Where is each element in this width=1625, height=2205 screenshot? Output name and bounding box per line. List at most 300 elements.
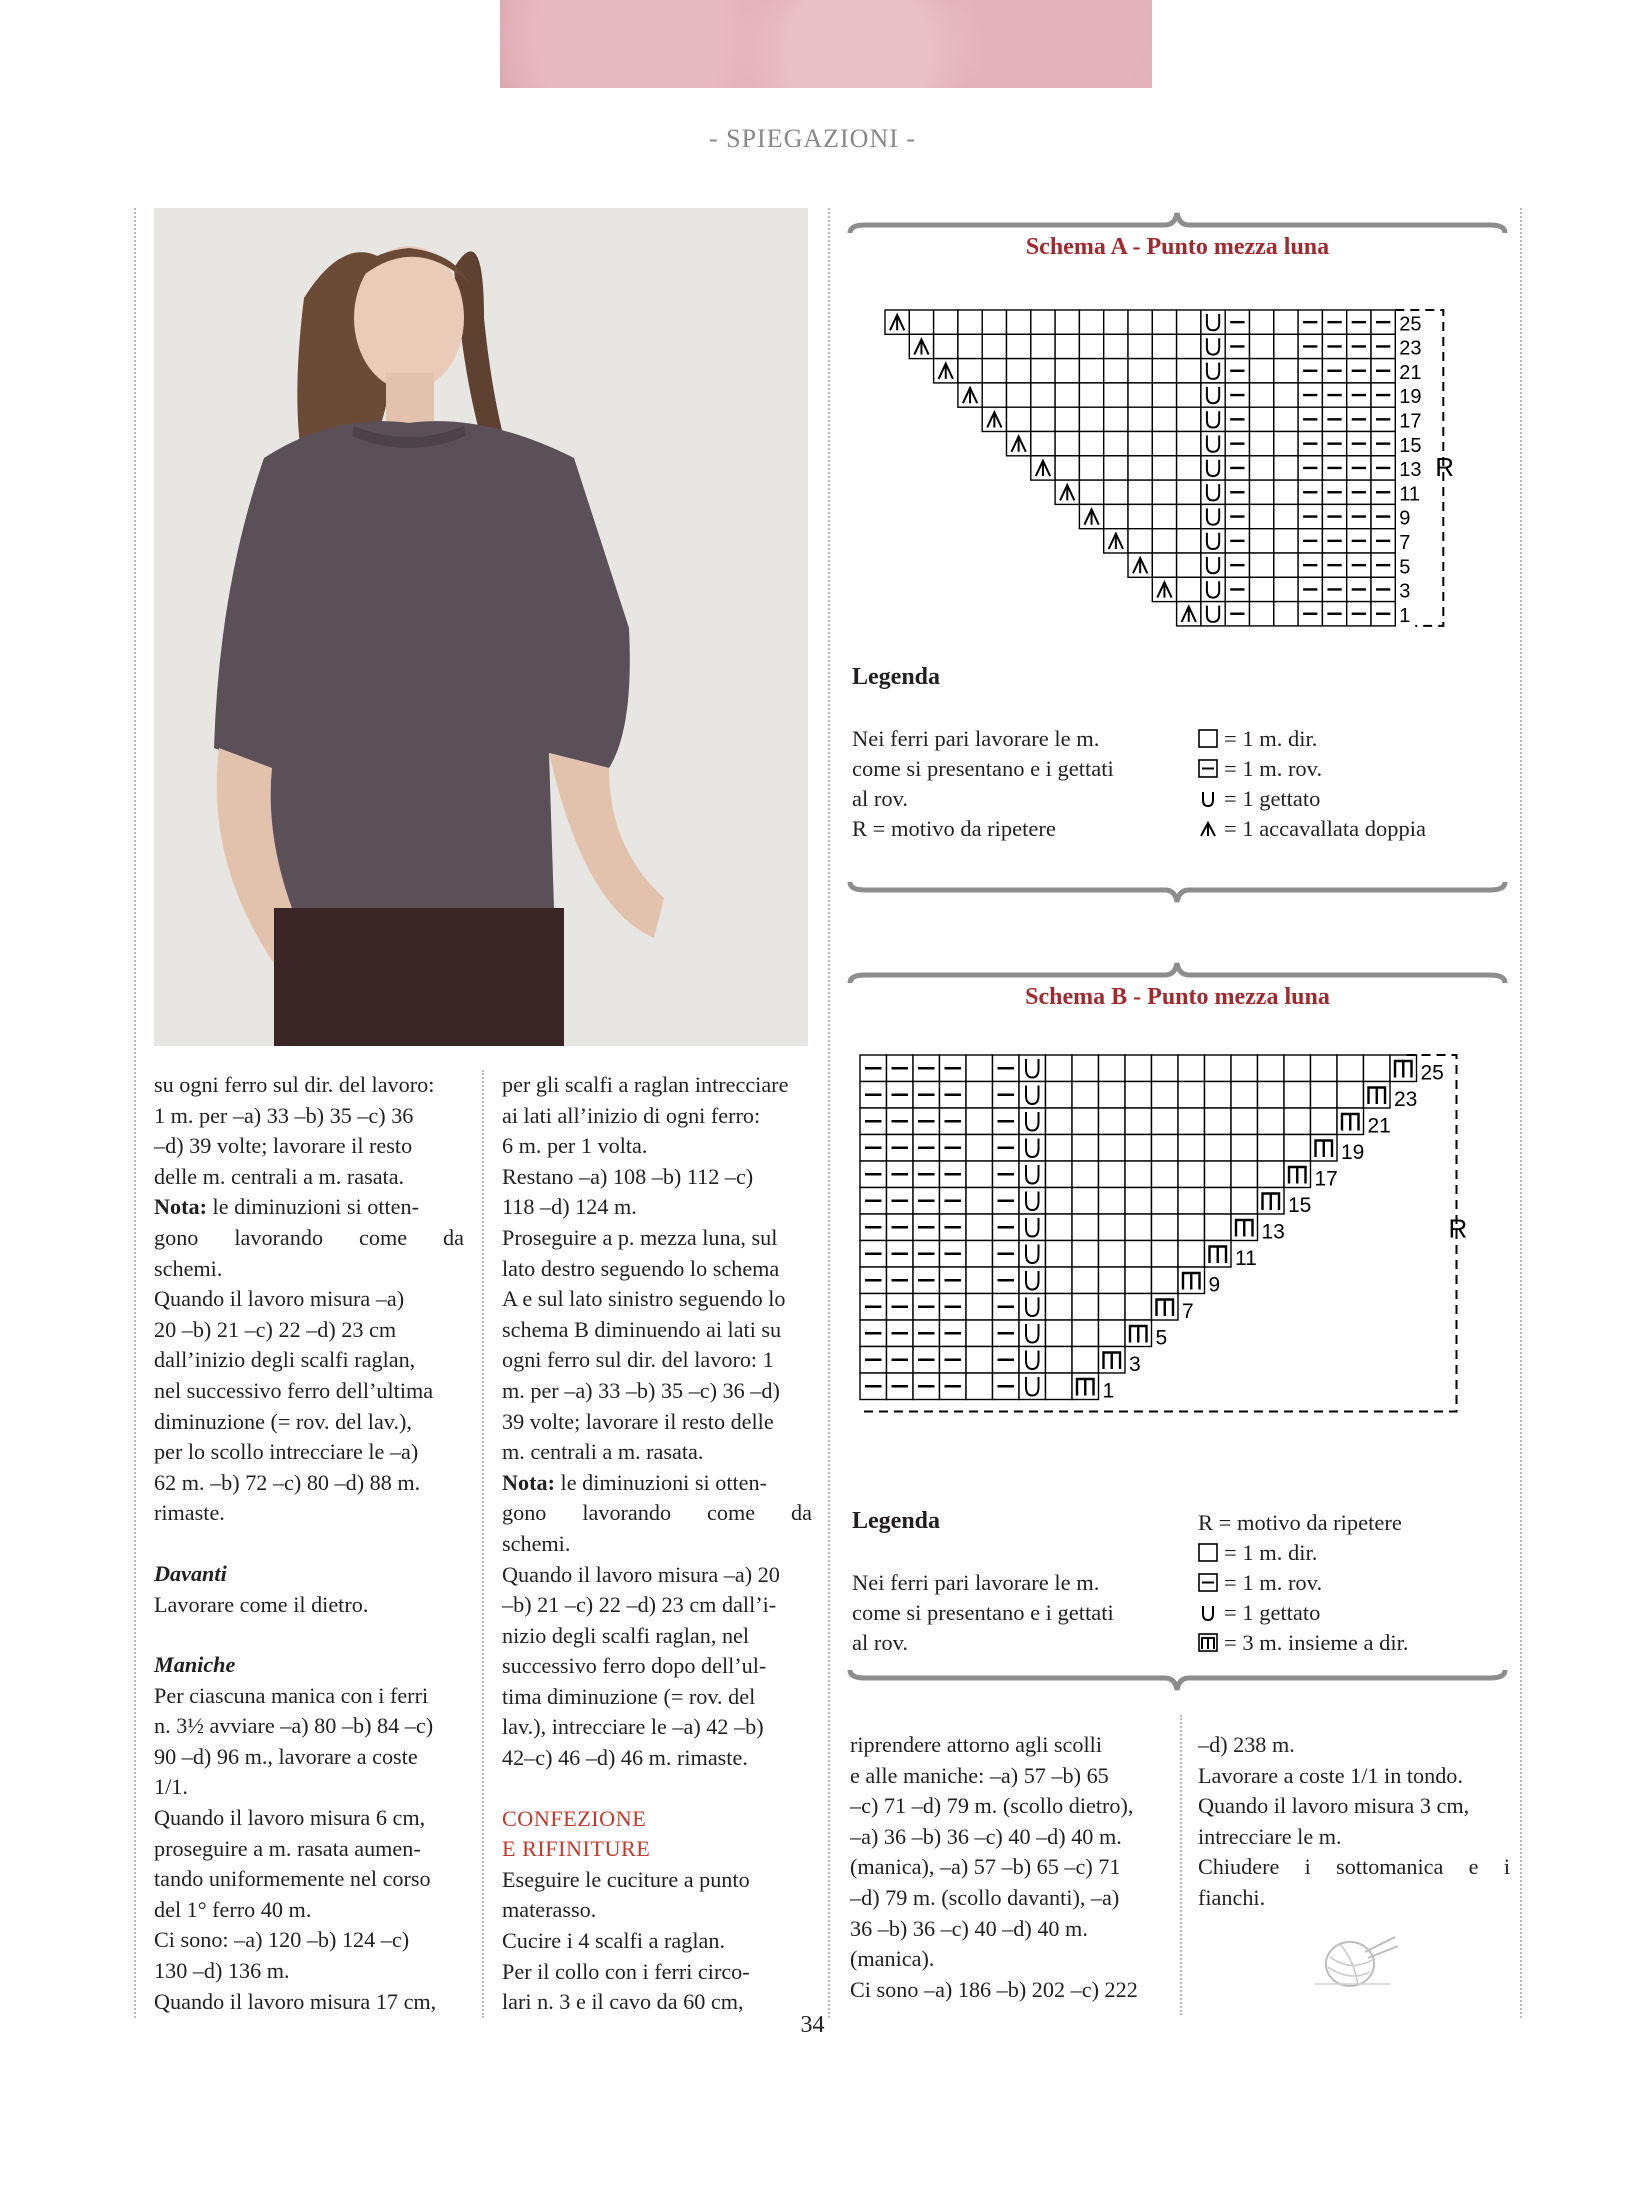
chart-cell <box>1225 432 1249 456</box>
chart-cell <box>1347 359 1371 383</box>
chart-cell <box>1046 1135 1073 1162</box>
chart-cell <box>1298 602 1322 626</box>
chart-cell <box>1371 480 1395 504</box>
chart-cell <box>1201 432 1225 456</box>
chart-cell <box>1128 529 1152 553</box>
chart-cell <box>1099 1294 1126 1321</box>
chart-cell <box>1125 1214 1152 1241</box>
text-line: Per il collo con i ferri circo- <box>502 1958 750 1984</box>
chart-cell <box>1364 1055 1391 1082</box>
text-line: 6 m. per 1 volta. <box>502 1133 648 1159</box>
chart-cell <box>1099 1055 1126 1082</box>
subsection-heading: Maniche <box>154 1652 236 1678</box>
chart-cell <box>1177 407 1201 431</box>
row-number: 23 <box>1394 1088 1418 1111</box>
chart-cell <box>887 1214 914 1241</box>
text-line: intrecciare le m. <box>1198 1823 1342 1849</box>
chart-cell <box>1311 1055 1338 1082</box>
chart-cell <box>1031 407 1055 431</box>
chart-cell <box>1178 1241 1205 1268</box>
row-number: 1 <box>1399 604 1411 627</box>
schema-b-legend-text <box>852 1568 1172 1658</box>
text-line: Ci sono: –a) 120 –b) 124 –c) <box>154 1927 410 1953</box>
chart-cell <box>940 1055 967 1082</box>
text-line: lato destro seguendo lo schema <box>502 1255 780 1281</box>
chart-cell <box>1128 480 1152 504</box>
text-line: lav.), intrecciare le –a) 42 –b) <box>502 1714 764 1740</box>
chart-cell <box>966 1241 993 1268</box>
chart-cell <box>1225 529 1249 553</box>
chart-cell <box>1284 1135 1311 1162</box>
chart-cell <box>1055 359 1079 383</box>
chart-cell <box>934 310 958 334</box>
chart-cell <box>887 1347 914 1374</box>
chart-cell <box>1046 1082 1073 1109</box>
chart-cell <box>887 1055 914 1082</box>
chart-cell <box>1019 1082 1046 1109</box>
chart-cell <box>1072 1161 1099 1188</box>
chart-cell <box>934 359 958 383</box>
chart-cell <box>860 1267 887 1294</box>
chart-cell <box>1099 1267 1126 1294</box>
chart-cell <box>966 1320 993 1347</box>
chart-cell <box>1046 1108 1073 1135</box>
chart-cell <box>1298 577 1322 601</box>
legend-repeat: R = motivo da ripetere <box>1198 1510 1402 1535</box>
chart-cell <box>1019 1161 1046 1188</box>
row-number: 5 <box>1399 556 1411 579</box>
chart-cell <box>940 1135 967 1162</box>
chart-cell <box>887 1294 914 1321</box>
legend-line: come si presentano e i gettati <box>852 1600 1114 1625</box>
text-line: successivo ferro dopo dell’ul- <box>502 1653 767 1679</box>
text-column-1 <box>154 1070 464 2017</box>
row-number: 7 <box>1399 532 1411 554</box>
chart-cell <box>1031 310 1055 334</box>
chart-cell <box>1274 529 1298 553</box>
chart-cell <box>1201 529 1225 553</box>
chart-cell <box>1031 383 1055 407</box>
chart-cell <box>860 1214 887 1241</box>
chart-cell <box>1046 1373 1073 1400</box>
chart-cell <box>1390 1055 1417 1082</box>
row-number: 7 <box>1182 1300 1194 1323</box>
chart-cell <box>1322 334 1346 358</box>
chart-cell <box>982 310 1006 334</box>
chart-cell <box>1152 1161 1179 1188</box>
text-line: –d) 238 m. <box>1198 1732 1295 1757</box>
text-line: schema B diminuendo ai lati su <box>502 1316 782 1342</box>
chart-cell <box>1007 334 1031 358</box>
chart-cell <box>1046 1188 1073 1215</box>
chart-cell <box>1371 504 1395 528</box>
note-label: Nota: <box>154 1194 207 1220</box>
text-line: delle m. centrali a m. rasata. <box>154 1163 405 1189</box>
chart-cell <box>966 1373 993 1400</box>
text-line: materasso. <box>502 1897 597 1923</box>
row-number: 23 <box>1399 337 1422 360</box>
chart-cell <box>966 1214 993 1241</box>
chart-cell <box>1201 602 1225 626</box>
text-line: riprendere attorno agli scolli <box>850 1732 1102 1757</box>
chart-cell <box>1225 383 1249 407</box>
chart-cell <box>1371 383 1395 407</box>
chart-cell <box>1125 1320 1152 1347</box>
chart-cell <box>1152 1214 1179 1241</box>
chart-cell <box>1231 1108 1258 1135</box>
chart-cell <box>1347 310 1371 334</box>
schema-b-chart <box>855 1050 1505 1430</box>
chart-cell <box>1347 553 1371 577</box>
chart-cell <box>1072 1188 1099 1215</box>
legend-line: Nei ferri pari lavorare le m. <box>852 1570 1100 1595</box>
chart-cell <box>1205 1241 1232 1268</box>
chart-cell <box>1099 1241 1126 1268</box>
chart-cell <box>1125 1108 1152 1135</box>
column-divider <box>828 208 830 2018</box>
chart-cell <box>1079 432 1103 456</box>
chart-cell <box>1201 359 1225 383</box>
chart-cell <box>887 1373 914 1400</box>
chart-cell <box>966 1082 993 1109</box>
text-line: 42–c) 46 –d) 46 m. rimaste. <box>502 1745 748 1771</box>
chart-cell <box>1322 529 1346 553</box>
chart-cell <box>1201 504 1225 528</box>
chart-cell <box>860 1082 887 1109</box>
chart-cell <box>1099 1082 1126 1109</box>
chart-cell <box>966 1267 993 1294</box>
legend-line: come si presentano e i gettati <box>852 756 1114 781</box>
text-line: 90 –d) 96 m., lavorare a coste <box>154 1743 418 1769</box>
chart-cell <box>958 334 982 358</box>
chart-cell <box>1274 407 1298 431</box>
chart-cell <box>887 1082 914 1109</box>
chart-cell <box>993 1188 1020 1215</box>
chart-cell <box>1274 480 1298 504</box>
purl-square-icon <box>1198 1573 1220 1593</box>
chart-cell <box>913 1108 940 1135</box>
chart-cell <box>1258 1188 1285 1215</box>
chart-cell <box>913 1161 940 1188</box>
chart-cell <box>1371 334 1395 358</box>
row-number: 13 <box>1261 1220 1285 1244</box>
chart-cell <box>1347 529 1371 553</box>
chart-cell <box>1322 359 1346 383</box>
text-line: Lavorare come il dietro. <box>154 1591 369 1617</box>
chart-cell <box>1104 504 1128 528</box>
repeat-label: R <box>1448 1213 1468 1244</box>
chart-cell <box>1128 407 1152 431</box>
model-photo <box>154 208 808 1046</box>
chart-cell <box>860 1347 887 1374</box>
chart-cell <box>1250 334 1274 358</box>
schema-a-legend-title: Legenda <box>852 664 941 690</box>
text-line: rimaste. <box>154 1500 225 1526</box>
chart-cell <box>913 1188 940 1215</box>
top-yarn-photo <box>500 0 1152 88</box>
chart-cell <box>1201 456 1225 480</box>
chart-cell <box>982 359 1006 383</box>
legend-symbol-row <box>1198 784 1508 814</box>
chart-cell <box>1019 1241 1046 1268</box>
repeat-label: R <box>1435 451 1455 482</box>
chart-cell <box>982 383 1006 407</box>
text-line: 130 –d) 136 m. <box>154 1958 290 1984</box>
chart-cell <box>958 310 982 334</box>
legend-symbol-row <box>1198 1628 1508 1658</box>
chart-cell <box>993 1108 1020 1135</box>
text-line: nizio degli scalfi raglan, nel <box>502 1622 750 1648</box>
chart-cell <box>1371 529 1395 553</box>
chart-cell <box>993 1135 1020 1162</box>
chart-cell <box>1104 480 1128 504</box>
chart-cell <box>1072 1108 1099 1135</box>
text-line: ogni ferro sul dir. del lavoro: 1 <box>502 1347 774 1373</box>
chart-cell <box>1152 1267 1179 1294</box>
chart-cell <box>1031 456 1055 480</box>
chart-cell <box>1128 383 1152 407</box>
chart-cell <box>1250 407 1274 431</box>
chart-cell <box>913 1214 940 1241</box>
legend-symbol-row <box>1198 1538 1508 1568</box>
chart-cell <box>1205 1161 1232 1188</box>
chart-cell <box>1152 1294 1179 1321</box>
chart-cell <box>1347 407 1371 431</box>
legend-symbol-row <box>1198 1598 1508 1628</box>
text-span: le diminuzioni si otten- <box>555 1469 767 1495</box>
chart-cell <box>1178 1267 1205 1294</box>
text-column-3 <box>850 1730 1162 2005</box>
chart-cell <box>1284 1082 1311 1109</box>
text-line: 1 m. per –a) 33 –b) 35 –c) 36 <box>154 1102 414 1128</box>
chart-cell <box>1007 407 1031 431</box>
text-line: Cucire i 4 scalfi a raglan. <box>502 1928 726 1954</box>
text-line: –a) 36 –b) 36 –c) 40 –d) 40 m. <box>850 1823 1122 1849</box>
text-line: su ogni ferro sul dir. del lavoro: <box>154 1072 435 1097</box>
chart-cell <box>860 1161 887 1188</box>
text-line: Quando il lavoro misura 17 cm, <box>154 1988 437 2014</box>
chart-cell <box>1274 310 1298 334</box>
schema-a-symbols <box>1198 724 1508 844</box>
chart-cell <box>1072 1241 1099 1268</box>
chart-cell <box>1298 407 1322 431</box>
chart-cell <box>1371 602 1395 626</box>
chart-cell <box>1178 1161 1205 1188</box>
legend-symbol-label: = 1 m. dir. <box>1224 1540 1318 1565</box>
chart-cell <box>966 1055 993 1082</box>
chart-cell <box>1371 553 1395 577</box>
chart-cell <box>1274 432 1298 456</box>
empty-square-icon <box>1198 729 1220 749</box>
subsection-heading: Davanti <box>154 1560 227 1586</box>
chart-cell <box>1322 553 1346 577</box>
chart-cell <box>966 1108 993 1135</box>
chart-cell <box>1099 1320 1126 1347</box>
chart-cell <box>909 334 933 358</box>
chart-cell <box>1046 1055 1073 1082</box>
row-number: 3 <box>1399 580 1411 603</box>
text-line: 1/1. <box>154 1774 188 1800</box>
chart-cell <box>934 334 958 358</box>
chart-cell <box>1152 1108 1179 1135</box>
chart-cell <box>1079 310 1103 334</box>
chart-cell <box>1347 456 1371 480</box>
chart-cell <box>993 1161 1020 1188</box>
chart-cell <box>1371 359 1395 383</box>
chart-cell <box>1046 1267 1073 1294</box>
column-divider <box>482 1070 484 2018</box>
text-line: schemi. <box>502 1530 571 1556</box>
chart-cell <box>1178 1108 1205 1135</box>
chart-cell <box>1152 359 1176 383</box>
chart-cell <box>1201 383 1225 407</box>
chart-cell <box>909 310 933 334</box>
text-span: le diminuzioni si otten- <box>207 1194 419 1220</box>
chart-cell <box>1152 529 1176 553</box>
chart-cell <box>993 1373 1020 1400</box>
text-line: A e sul lato sinistro seguendo lo <box>502 1286 786 1312</box>
paragraph-gap <box>154 1529 464 1559</box>
chart-cell <box>966 1347 993 1374</box>
knit-3-together-icon <box>1198 1633 1220 1653</box>
chart-cell <box>1125 1161 1152 1188</box>
chart-cell <box>940 1373 967 1400</box>
text-line: 62 m. –b) 72 –c) 80 –d) 88 m. <box>154 1469 421 1495</box>
chart-cell <box>940 1267 967 1294</box>
schema-a-bottom-brace <box>845 870 1510 910</box>
chart-cell <box>1019 1373 1046 1400</box>
chart-cell <box>1258 1055 1285 1082</box>
text-line: schemi. <box>154 1255 223 1281</box>
chart-cell <box>1152 432 1176 456</box>
text-line: fianchi. <box>1198 1884 1266 1910</box>
chart-cell <box>1322 383 1346 407</box>
chart-cell <box>1347 480 1371 504</box>
chart-cell <box>1177 359 1201 383</box>
chart-cell <box>913 1320 940 1347</box>
schema-b-legend-title: Legenda <box>852 1508 941 1534</box>
chart-cell <box>1152 456 1176 480</box>
row-number: 3 <box>1129 1353 1141 1376</box>
chart-cell <box>1079 504 1103 528</box>
chart-cell <box>1019 1267 1046 1294</box>
chart-cell <box>1152 334 1176 358</box>
chart-cell <box>1177 383 1201 407</box>
chart-cell <box>940 1082 967 1109</box>
chart-cell <box>1055 407 1079 431</box>
chart-cell <box>1274 553 1298 577</box>
chart-cell <box>1274 577 1298 601</box>
paragraph-gap <box>502 1774 812 1804</box>
chart-cell <box>1231 1214 1258 1241</box>
text-line <box>154 1192 464 1223</box>
legend-line: Nei ferri pari lavorare le m. <box>852 726 1100 751</box>
text-line: Proseguire a p. mezza luna, sul <box>502 1224 778 1250</box>
text-line: 118 –d) 124 m. <box>502 1194 637 1220</box>
chart-cell <box>1178 1214 1205 1241</box>
chart-cell <box>1298 432 1322 456</box>
chart-cell <box>1250 577 1274 601</box>
text-line: Quando il lavoro misura –a) 20 <box>502 1561 780 1587</box>
chart-cell <box>1152 1055 1179 1082</box>
text-line: Per ciascuna manica con i ferri <box>154 1682 429 1708</box>
schema-b-symbols <box>1198 1508 1508 1658</box>
chart-cell <box>1099 1135 1126 1162</box>
chart-cell <box>1079 383 1103 407</box>
chart-cell <box>1104 456 1128 480</box>
chart-cell <box>1322 504 1346 528</box>
chart-cell <box>1250 602 1274 626</box>
row-number: 15 <box>1399 434 1422 457</box>
section-title: - SPIEGAZIONI - <box>708 124 917 153</box>
chart-cell <box>1152 577 1176 601</box>
chart-cell <box>1322 432 1346 456</box>
row-number: 9 <box>1208 1273 1221 1297</box>
text-line: m. per –a) 33 –b) 35 –c) 36 –d) <box>502 1377 780 1403</box>
chart-cell <box>1072 1135 1099 1162</box>
chart-cell <box>1225 456 1249 480</box>
legend-symbol-row <box>1198 814 1508 844</box>
chart-cell <box>1298 504 1322 528</box>
chart-cell <box>1337 1055 1364 1082</box>
chart-cell <box>1178 1055 1205 1082</box>
chart-cell <box>1099 1214 1126 1241</box>
chart-cell <box>1019 1055 1046 1082</box>
chart-cell <box>1128 456 1152 480</box>
chart-cell <box>1079 359 1103 383</box>
chart-cell <box>1128 359 1152 383</box>
chart-cell <box>1201 480 1225 504</box>
yarn-over-icon <box>1198 1603 1220 1623</box>
chart-cell <box>913 1347 940 1374</box>
chart-cell <box>1072 1055 1099 1082</box>
chart-cell <box>1099 1161 1126 1188</box>
purl-square-icon <box>1198 759 1220 779</box>
chart-cell <box>966 1188 993 1215</box>
row-number: 25 <box>1399 313 1422 336</box>
legend-symbol-row <box>1198 724 1508 754</box>
chart-cell <box>1274 456 1298 480</box>
chart-cell <box>1019 1108 1046 1135</box>
row-number: 13 <box>1399 459 1422 482</box>
chart-cell <box>993 1055 1020 1082</box>
chart-cell <box>1298 553 1322 577</box>
chart-cell <box>1178 1188 1205 1215</box>
chart-cell <box>1347 602 1371 626</box>
text-line: 36 –b) 36 –c) 40 –d) 40 m. <box>850 1915 1088 1941</box>
chart-cell <box>1079 407 1103 431</box>
chart-cell <box>1031 432 1055 456</box>
chart-cell <box>940 1294 967 1321</box>
chart-cell <box>1347 334 1371 358</box>
text-line: per gli scalfi a raglan intrecciare <box>502 1072 789 1097</box>
chart-cell <box>1298 529 1322 553</box>
chart-cell <box>940 1108 967 1135</box>
row-number: 25 <box>1420 1061 1444 1085</box>
page-number: 34 <box>800 2012 825 2038</box>
chart-cell <box>1231 1055 1258 1082</box>
chart-cell <box>1104 334 1128 358</box>
schema-a-title: Schema A - Punto mezza luna <box>1025 234 1330 260</box>
chart-cell <box>940 1214 967 1241</box>
chart-cell <box>1205 1082 1232 1109</box>
chart-cell <box>1072 1320 1099 1347</box>
text-line: Eseguire le cuciture a punto <box>502 1866 750 1892</box>
chart-cell <box>1250 553 1274 577</box>
chart-cell <box>958 359 982 383</box>
chart-cell <box>1007 383 1031 407</box>
chart-cell <box>940 1241 967 1268</box>
